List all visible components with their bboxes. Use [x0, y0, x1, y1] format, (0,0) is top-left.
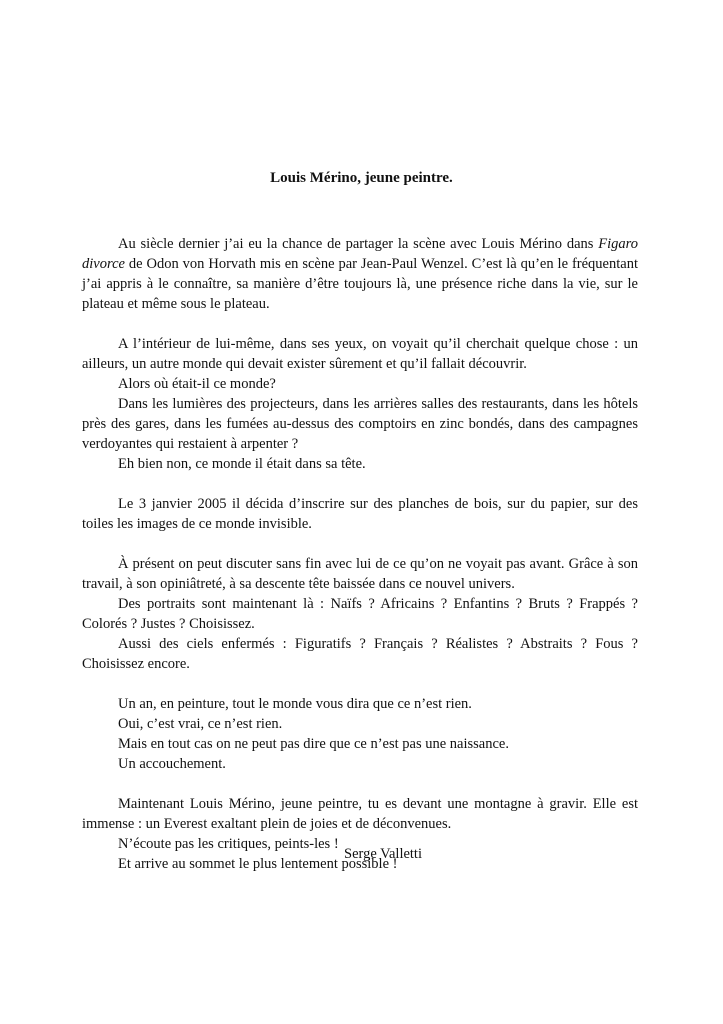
paragraph-4: Dans les lumières des projecteurs, dans les arrières salles des restaurants, dans les hôtels près des gares, dans les fumées au-dessus des comptoirs en zinc bondés, dans des campagnes verdoyantes qui restaient à arpenter ?: [82, 396, 638, 452]
paragraph-9: Aussi des ciels enfermés : Figuratifs ? Français ? Réalistes ? Abstraits ? Fous ? Choisissez encore.: [82, 636, 638, 672]
play-title: Figaro divorce: [82, 236, 638, 272]
paragraph-10: Un an, en peinture, tout le monde vous dira que ce n’est rien.: [118, 696, 472, 712]
signature: Serge Valletti: [344, 846, 422, 862]
paragraph-13: Un accouchement.: [118, 756, 226, 772]
paragraph-14: Maintenant Louis Mérino, jeune peintre, tu es devant une montagne à gravir. Elle est immense : un Everest exaltant plein de joies et de déconvenues.: [82, 796, 638, 832]
paragraph-7: À présent on peut discuter sans fin avec lui de ce qu’on ne voyait pas avant. Grâce à son travail, à son opiniâtreté, à sa descente tête baissée dans ce nouvel univers.: [82, 556, 638, 592]
paragraph-12: Mais en tout cas on ne peut pas dire que ce n’est pas une naissance.: [118, 736, 509, 752]
paragraph-16: Et arrive au sommet le plus lentement possible !: [118, 856, 398, 872]
paragraph-2: A l’intérieur de lui-même, dans ses yeux, on voyait qu’il cherchait quelque chose : un ailleurs, un autre monde qui devait exister sûrement et qu’il fallait découvrir.: [82, 336, 638, 372]
paragraph-8: Des portraits sont maintenant là : Naïfs ? Africains ? Enfantins ? Bruts ? Frappés ? Colorés ? Justes ? Choisissez.: [82, 596, 638, 632]
document-title: Louis Mérino, jeune peintre.: [270, 170, 453, 186]
paragraph-3: Alors où était-il ce monde?: [118, 376, 276, 392]
paragraph-1-part-b: de Odon von Horvath mis en scène par Jean-Paul Wenzel. C’est là qu’en le fréquentant j’ai appris à le connaître, sa manière d’être toujours là, une présence riche dans la vie, sur le plateau et même sous le plateau.: [82, 256, 638, 312]
paragraph-1: [82, 234, 638, 314]
paragraph-15: N’écoute pas les critiques, peints-les !: [118, 836, 339, 852]
paragraph-5: Eh bien non, ce monde il était dans sa tête.: [118, 456, 366, 472]
paragraph-11: Oui, c’est vrai, ce n’est rien.: [118, 716, 283, 732]
document-body: [82, 234, 638, 874]
paragraph-6: Le 3 janvier 2005 il décida d’inscrire sur des planches de bois, sur du papier, sur des toiles les images de ce monde invisible.: [82, 496, 638, 532]
paragraph-1-part-a: Au siècle dernier j’ai eu la chance de partager la scène avec Louis Mérino dans: [118, 236, 599, 252]
